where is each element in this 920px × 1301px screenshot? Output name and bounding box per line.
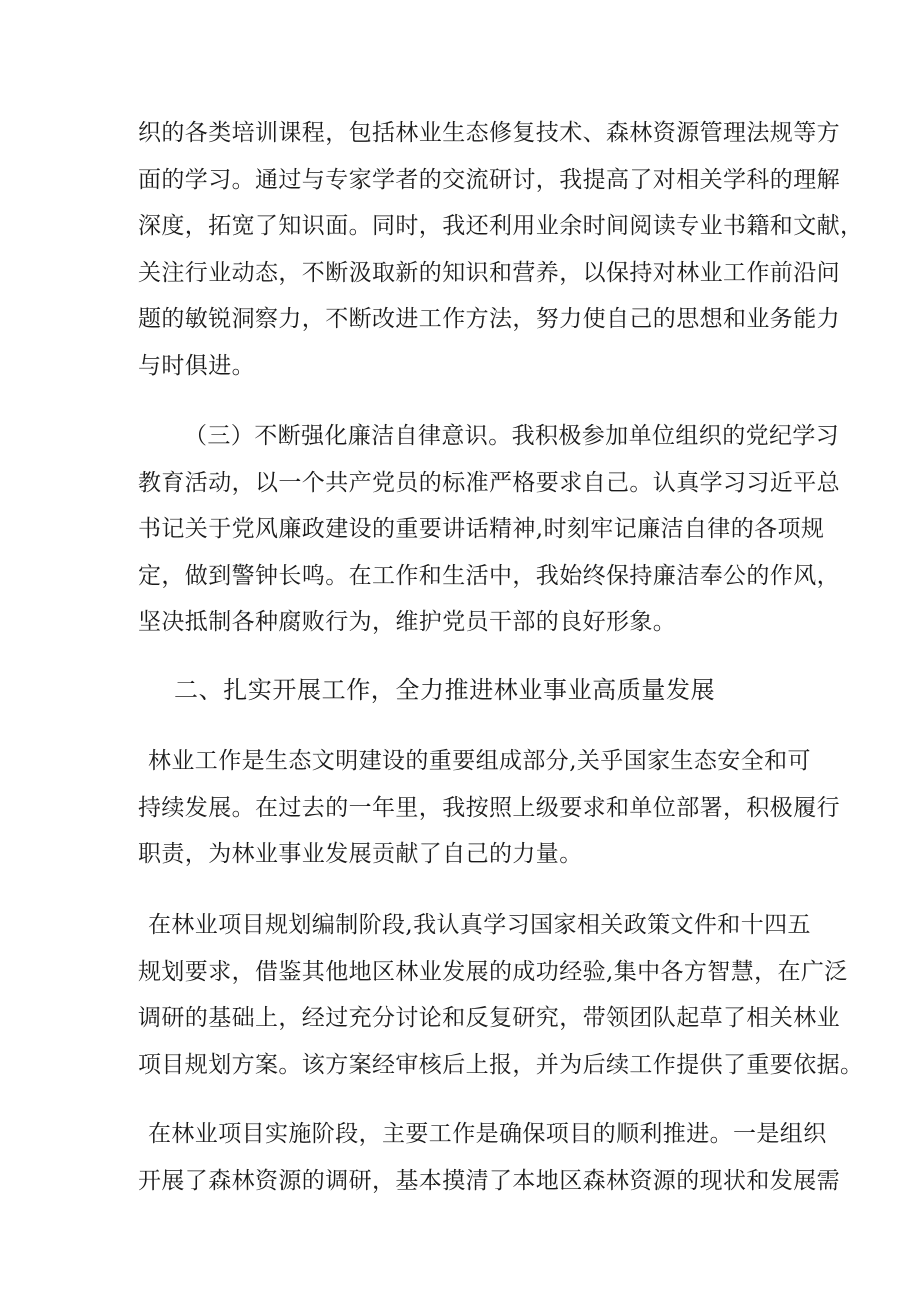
text-line: 持续发展。在过去的一年里，我按照上级要求和单位部署，积极履行 — [138, 794, 840, 821]
text-line: 书记关于党风廉政建设的重要讲话精神,时刻牢记廉洁自律的各项规 — [138, 516, 825, 542]
paragraph-implementation — [138, 1111, 840, 1204]
text-line: 规划要求，借鉴其他地区林业发展的成功经验,集中各方智慧，在广泛 — [138, 958, 848, 985]
text-line: 在林业项目实施阶段，主要工作是确保项目的顺利推进。一是组织 — [148, 1121, 827, 1147]
text-line: 职责，为林业事业发展贡献了自己的力量。 — [138, 841, 583, 867]
text-line: 面的学习。通过与专家学者的交流研讨，我提高了对相关学科的理解 — [138, 166, 840, 193]
text-line: 织的各类培训课程，包括林业生态修复技术、森林资源管理法规等方 — [138, 120, 840, 146]
text-line: 项目规划方案。该方案经审核后上报，并为后续工作提供了重要依据。 — [138, 1051, 864, 1078]
text-line: （三）不断强化廉洁自律意识。我积极参加单位组织的党纪学习 — [184, 423, 840, 449]
text-line: 题的敏锐洞察力，不断改进工作方法，努力使自己的思想和业务能力 — [138, 306, 840, 332]
text-line: 教育活动，以一个共产党员的标准严格要求自己。认真学习习近平总 — [138, 469, 840, 496]
text-line: 定，做到警钟长鸣。在工作和生活中，我始终保持廉洁奉公的作风， — [138, 562, 840, 589]
text-line: 坚决抵制各种腐败行为，维护党员干部的良好形象。 — [138, 609, 677, 635]
paragraph-planning — [138, 902, 864, 1088]
paragraph-forestry-work — [138, 738, 840, 878]
paragraph-training — [138, 110, 864, 389]
text-line: 开展了森林资源的调研，基本摸清了本地区森林资源的现状和发展需 — [138, 1167, 840, 1194]
text-line: 与时俱进。 — [138, 352, 255, 379]
section-heading: 二、扎实开展工作，全力推进林业事业高质量发展 — [174, 676, 716, 704]
text-line: 林业工作是生态文明建设的重要组成部分,关乎国家生态安全和可 — [148, 748, 811, 774]
paragraph-integrity — [138, 413, 840, 646]
text-line: 调研的基础上，经过充分讨论和反复研究，带领团队起草了相关林业 — [138, 1005, 840, 1031]
text-line: 关注行业动态，不断汲取新的知识和营养，以保持对林业工作前沿问 — [138, 259, 840, 286]
text-line: 深度，拓宽了知识面。同时，我还利用业余时间阅读专业书籍和文献， — [138, 213, 864, 239]
text-line: 在林业项目规划编制阶段,我认真学习国家相关政策文件和十四五 — [148, 912, 811, 938]
